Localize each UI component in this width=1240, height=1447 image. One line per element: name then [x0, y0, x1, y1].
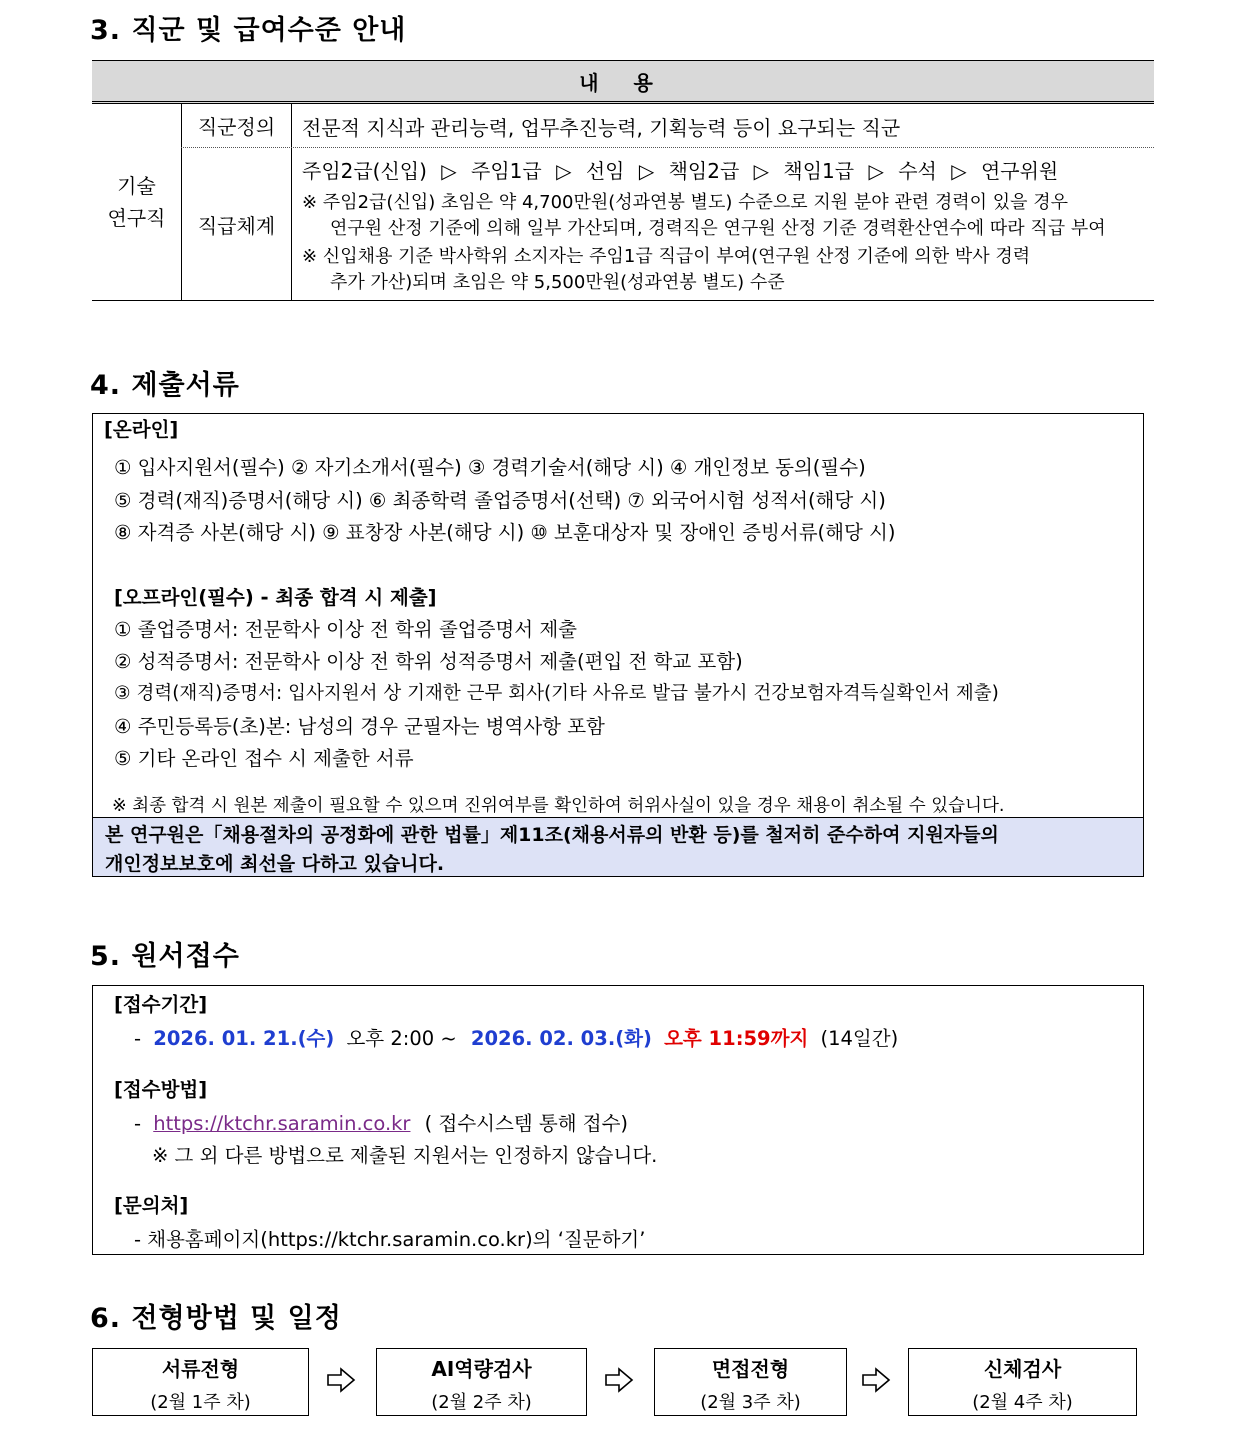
rank-item: 수석: [898, 159, 937, 183]
rank-item: 선임: [585, 159, 625, 183]
original-document-notice: ※ 최종 합격 시 원본 제출이 필요할 수 있으며 진위여부를 확인하여 허위사실이 있을 경우 채용이 취소될 수 있습니다.: [112, 796, 1005, 816]
offline-header: [오프라인(필수) - 최종 합격 시 제출]: [114, 586, 437, 609]
period-line: [134, 1023, 898, 1051]
process-step: [908, 1348, 1137, 1416]
offline-line: ② 성적증명서: 전문학사 이상 전 학위 성적증명서 제출(편입 전 학교 포함): [114, 650, 743, 673]
triangle-arrow-icon: ▷: [951, 159, 967, 183]
triangle-arrow-icon: ▷: [753, 159, 770, 183]
table-bottom-border: [92, 300, 1154, 301]
salary-note-2b: 추가 가산)되며 초임은 약 5,500만원(성과연봉 별도) 수준: [330, 272, 785, 293]
rank-sequence: [302, 155, 1058, 184]
table-row-divider: [181, 147, 1154, 148]
table-divider: [291, 104, 292, 300]
process-step: [376, 1348, 587, 1416]
application-link[interactable]: https://ktchr.saramin.co.kr: [153, 1112, 411, 1135]
step-title: 신체검사: [983, 1357, 1062, 1381]
dash: -: [134, 1112, 142, 1135]
start-date: 2026. 01. 21.(수): [153, 1027, 335, 1050]
rank-item: 주임2급(신입): [302, 159, 427, 183]
salary-note-2a: ※ 신입채용 기준 박사학위 소지자는 주임1급 직급이 부여(연구원 산정 기준에 의한 박사 경력: [302, 246, 1031, 267]
method-note: ※ 그 외 다른 방법으로 제출된 지원서는 인정하지 않습니다.: [152, 1144, 658, 1167]
row-label-ranks: 직급체계: [197, 213, 276, 238]
section3-title: 3. 직군 및 급여수준 안내: [90, 15, 407, 46]
method-suffix: ( 접수시스템 통해 접수): [424, 1112, 629, 1135]
right-outline-arrow-icon: [861, 1366, 891, 1394]
end-date: 2026. 02. 03.(화): [470, 1027, 652, 1050]
right-outline-arrow-icon: [326, 1366, 356, 1394]
period-header: [접수기간]: [114, 993, 208, 1016]
step-title: 면접전형: [711, 1357, 790, 1381]
triangle-arrow-icon: ▷: [638, 159, 655, 183]
contact-header: [문의처]: [114, 1194, 189, 1217]
method-line: [134, 1108, 628, 1136]
triangle-arrow-icon: ▷: [556, 159, 572, 183]
salary-note-1a: ※ 주임2급(신입) 초임은 약 4,700만원(성과연봉 별도) 수준으로 지원 분야 관련 경력이 있을 경우: [302, 192, 1069, 213]
offline-line: ⑤ 기타 온라인 접수 시 제출한 서류: [114, 747, 414, 770]
online-line: ① 입사지원서(필수) ② 자기소개서(필수) ③ 경력기술서(해당 시) ④ 개인정보 동의(필수): [114, 456, 866, 479]
rank-item: 책임2급: [668, 159, 740, 183]
rank-item: 연구위원: [980, 159, 1059, 183]
section5-title: 5. 원서접수: [90, 941, 240, 972]
offline-line: ① 졸업증명서: 전문학사 이상 전 학위 졸업증명서 제출: [114, 618, 578, 641]
online-line: ⑧ 자격증 사본(해당 시) ⑨ 표창장 사본(해당 시) ⑩ 보훈대상자 및 장애인 증빙서류(해당 시): [114, 521, 896, 544]
step-title: 서류전형: [161, 1357, 240, 1381]
dash: -: [134, 1027, 142, 1050]
step-date: (2월 2주 차): [431, 1392, 532, 1413]
privacy-footer-line: 개인정보보호에 최선을 다하고 있습니다.: [105, 853, 445, 875]
rank-item: 책임1급: [783, 159, 855, 183]
step-date: (2월 4주 차): [972, 1392, 1073, 1413]
step-date: (2월 3주 차): [700, 1392, 801, 1413]
privacy-footer-line: 본 연구원은「채용절차의 공정화에 관한 법률」제11조(채용서류의 반환 등)를 철저히 준수하여 지원자들의: [105, 824, 999, 846]
table-header: 내 용: [92, 60, 1154, 104]
start-time: 오후 2:00 ~: [346, 1027, 457, 1050]
row-label-definition: 직군정의: [197, 115, 276, 139]
salary-note-1b: 연구원 산정 기준에 의해 일부 가산되며, 경력직은 연구원 산정 기준 경력환산연수에 따라 직급 부여: [330, 218, 1106, 239]
contact-line: - 채용홈페이지(https://ktchr.saramin.co.kr)의 ‘질문하기’: [134, 1228, 646, 1251]
duration: (14일간): [820, 1027, 899, 1050]
step-date: (2월 1주 차): [150, 1392, 251, 1413]
step-title: AI역량검사: [431, 1357, 532, 1381]
process-step: [92, 1348, 309, 1416]
section4-title: 4. 제출서류: [90, 370, 240, 401]
process-step: [654, 1348, 847, 1416]
method-header: [접수방법]: [114, 1078, 208, 1101]
privacy-footer: [92, 817, 1144, 877]
offline-line: ④ 주민등록등(초)본: 남성의 경우 군필자는 병역사항 포함: [114, 715, 605, 738]
triangle-arrow-icon: ▷: [868, 159, 884, 183]
right-outline-arrow-icon: [604, 1366, 634, 1394]
online-header: [온라인]: [104, 418, 179, 441]
online-line: ⑤ 경력(재직)증명서(해당 시) ⑥ 최종학력 졸업증명서(선택) ⑦ 외국어시험 성적서(해당 시): [114, 489, 886, 512]
row-value-definition: 전문적 지식과 관리능력, 업무추진능력, 기획능력 등이 요구되는 직군: [302, 116, 901, 140]
rank-item: 주임1급: [471, 159, 542, 183]
end-time: 오후 11:59까지: [664, 1027, 809, 1050]
job-category: 기술 연구직: [107, 174, 166, 230]
triangle-arrow-icon: ▷: [441, 159, 457, 183]
section6-title: 6. 전형방법 및 일정: [90, 1303, 342, 1334]
offline-line: ③ 경력(재직)증명서: 입사지원서 상 기재한 근무 회사(기타 사유로 발급 불가시 건강보험자격득실확인서 제출): [114, 683, 999, 704]
